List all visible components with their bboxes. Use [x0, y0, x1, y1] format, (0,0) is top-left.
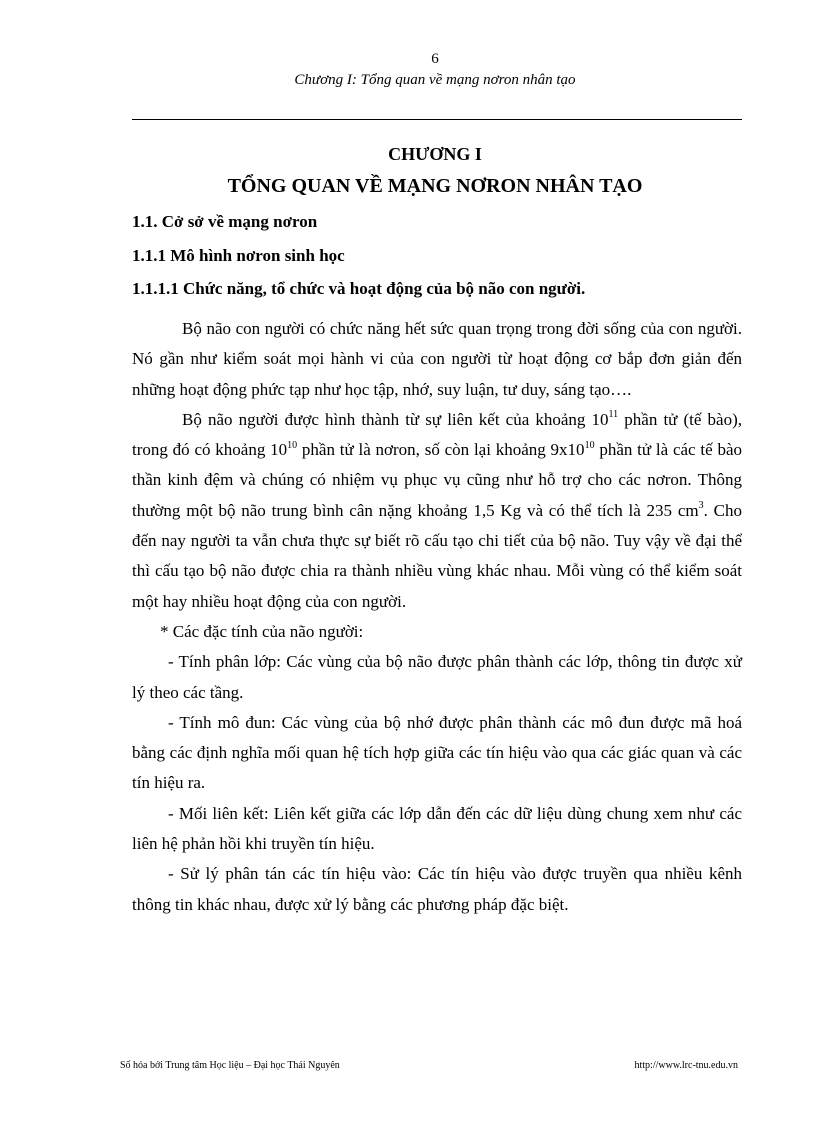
list-item-layering: - Tính phân lớp: Các vùng của bộ não được phân thành các lớp, thông tin được xử lý theo các tầng. — [132, 652, 742, 702]
paragraph-brain-structure — [132, 405, 742, 617]
paragraph-brain-function: Bộ não con người có chức năng hết sức quan trọng trong đời sống của con người. Nó gần như kiểm soát mọi hành vi của con người từ hoạt động cơ bắp đơn giản đến những hoạt động phức tạp như học tập, nhớ, suy luận, tư duy, sáng tạo…. — [132, 319, 742, 399]
footer-source: Số hóa bởi Trung tâm Học liệu – Đại học Thái Nguyên — [120, 1060, 340, 1071]
body-text — [132, 314, 742, 920]
text-fragment: Bộ não người được hình thành từ sự liên kết của khoảng 10 — [182, 409, 609, 429]
list-item-distributed-processing: - Sử lý phân tán các tín hiệu vào: Các tín hiệu vào được truyền qua nhiều kênh thông tin khác nhau, được xử lý bằng các phương pháp đặc biệt. — [132, 864, 742, 914]
paragraph-properties-intro: * Các đặc tính của não người: — [160, 621, 364, 641]
running-header: Chương I: Tổng quan về mạng nơron nhân tạo — [294, 72, 576, 88]
chapter-label: CHƯƠNG I — [388, 144, 482, 164]
header-rule — [132, 119, 742, 120]
text-fragment: phần tử là nơron, số còn lại khoảng 9x10 — [297, 440, 585, 460]
text-fragment: phần tử (tế bào), trong đó có khoảng 10 — [132, 409, 742, 460]
superscript: 10 — [287, 439, 298, 451]
superscript: 3 — [698, 500, 704, 512]
section-heading: 1.1. Cở sở về mạng nơron — [132, 212, 318, 231]
subsection-heading: 1.1.1 Mô hình nơron sinh học — [132, 246, 345, 265]
text-fragment: . Cho đến nay người ta vẫn chưa thực sự biết rõ cấu tạo chi tiết của bộ não. Tuy vậy về đại thể thì cấu tạo bộ não được chia ra thành nhiều vùng khác nhau. Mỗi vùng có thể kiểm soát một hay nhiều hoạt động của con người. — [132, 500, 743, 611]
superscript: 10 — [584, 439, 595, 451]
footer-url: http://www.lrc-tnu.edu.vn — [634, 1060, 738, 1071]
text-fragment: phần tử là các tế bào thần kinh đệm và chúng có nhiệm vụ phục vụ cũng như hỗ trợ cho các nơron. Thông thường một bộ não trung bình cân nặng khoảng 1,5 Kg và có thể tích là 235 cm — [132, 440, 742, 520]
list-item-modularity: - Tính mô đun: Các vùng của bộ nhớ được phân thành các mô đun được mã hoá bằng các định nghĩa mối quan hệ tích hợp giữa các tín hiệu vào qua các giác quan và các tín hiệu ra. — [132, 712, 742, 793]
list-item-connectivity: - Mối liên kết: Liên kết giữa các lớp dẫn đến các dữ liệu dùng chung xem như các liên hệ phản hồi khi truyền tín hiệu. — [132, 803, 742, 854]
chapter-title: TỔNG QUAN VỀ MẠNG NƠRON NHÂN TẠO — [227, 175, 643, 197]
page-number: 6 — [431, 51, 439, 67]
subsubsection-heading: 1.1.1.1 Chức năng, tổ chức và hoạt động của bộ não con người. — [132, 279, 586, 298]
superscript: 11 — [608, 409, 619, 421]
